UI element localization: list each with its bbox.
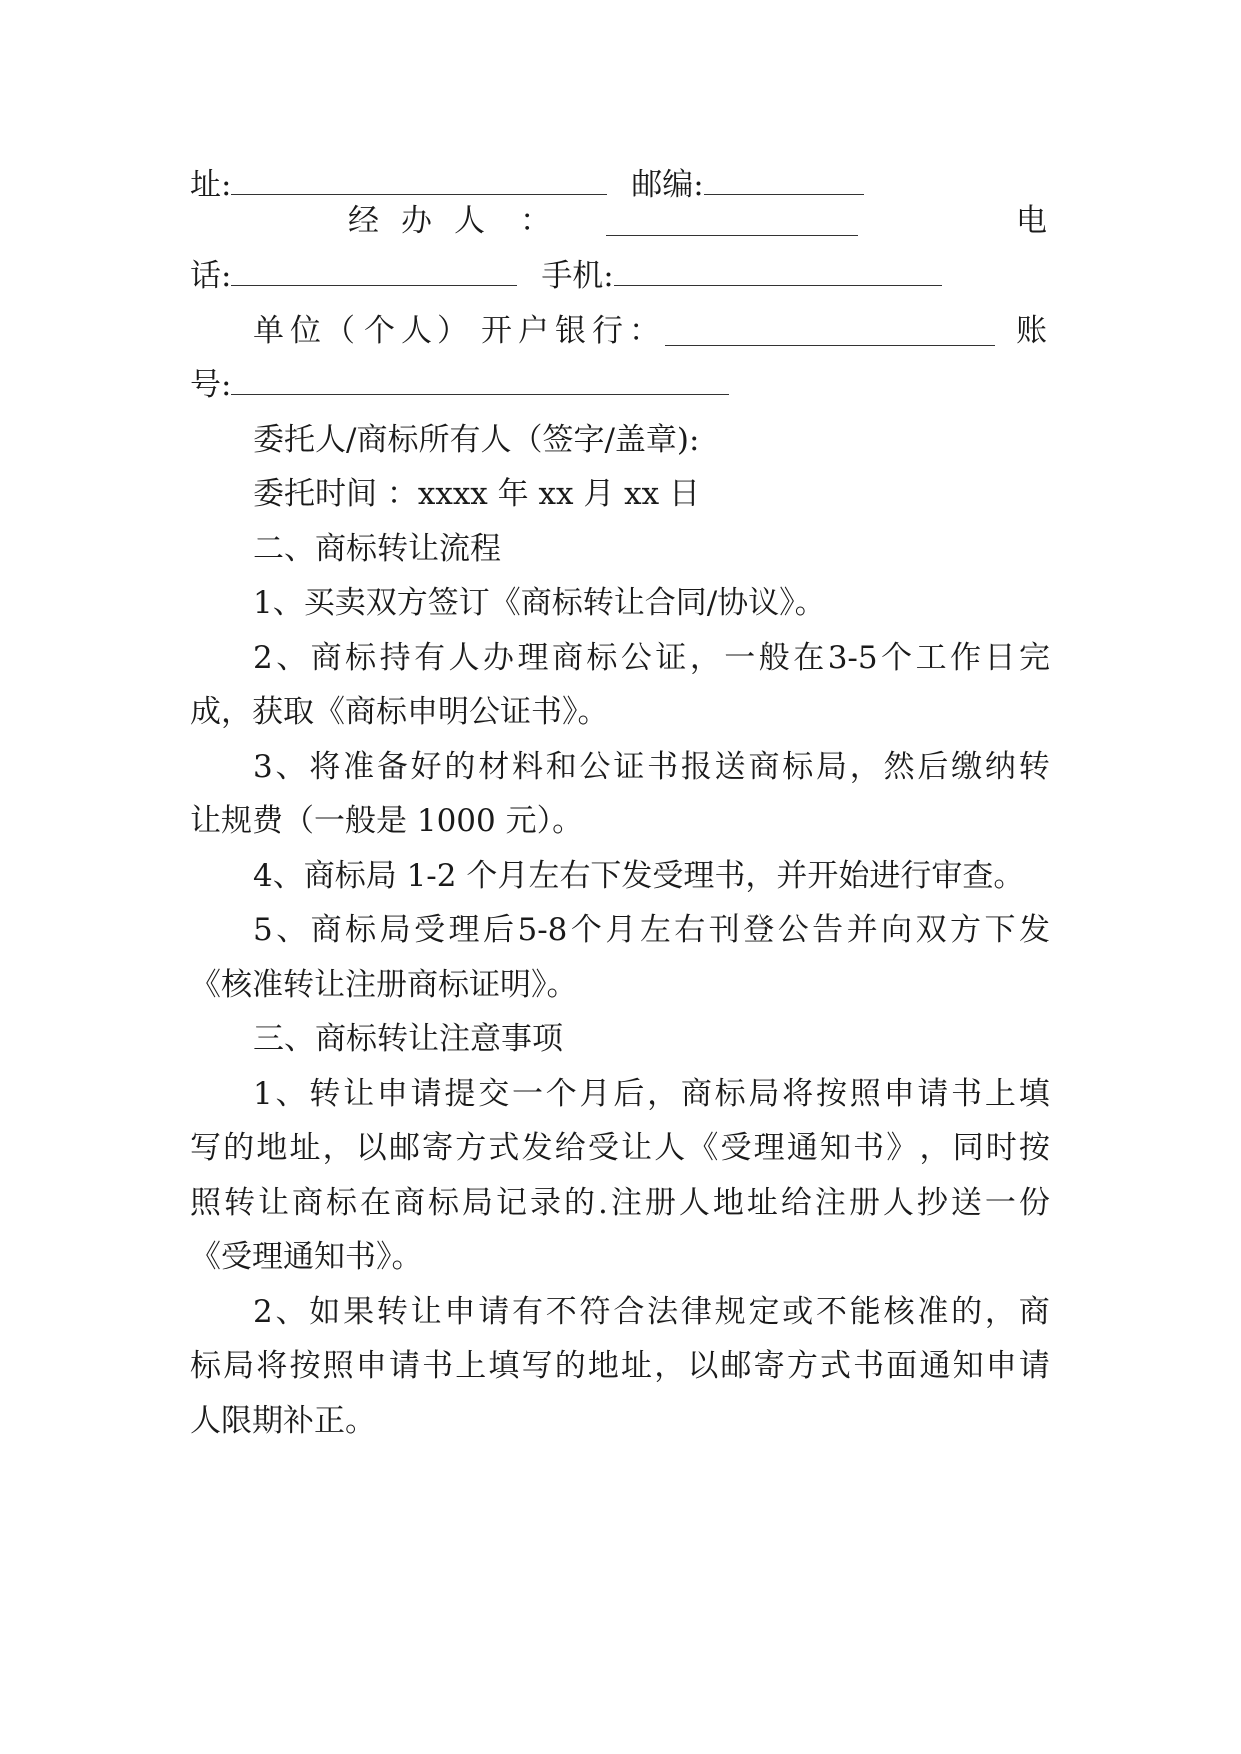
text-char: 申: [376, 1076, 408, 1112]
text-char: 送: [950, 1185, 982, 1221]
text-char: 《: [687, 1130, 719, 1166]
text-char: 或: [782, 1294, 814, 1330]
text-char: 后: [613, 1076, 645, 1112]
text-char: 双: [915, 912, 947, 948]
text-char: 符: [579, 1294, 611, 1330]
text-char: 将: [256, 1348, 288, 1384]
handler-char: 人: [454, 203, 485, 239]
text-char: 证: [613, 749, 645, 785]
text-char: 照: [190, 1185, 221, 1221]
text-char: 给: [554, 1130, 586, 1166]
text-char: 好: [410, 749, 442, 785]
text-char: 给: [780, 1185, 812, 1221]
text-char: 书: [853, 1130, 885, 1166]
text-char: 地: [712, 1185, 744, 1221]
text-char: 合: [613, 1294, 645, 1330]
text-char: 完: [1018, 640, 1050, 676]
text-char: 式: [488, 1130, 520, 1166]
text-char: 以: [355, 1130, 387, 1166]
account-label-part1: 账: [1016, 313, 1047, 349]
text-char: 方: [786, 1348, 818, 1384]
text-char: 公: [777, 912, 809, 948]
text-char: 让: [410, 1294, 442, 1330]
note-1-line4: 《受理通知书》。: [190, 1239, 423, 1275]
text-char: 上: [455, 1348, 487, 1384]
text-char: 标: [428, 1185, 459, 1221]
text-char: 公: [620, 640, 652, 676]
text-char: 果: [343, 1294, 375, 1330]
mobile-label: 手机:: [541, 258, 614, 294]
text-char: 商: [310, 640, 342, 676]
bank-blank[interactable]: [665, 319, 995, 346]
text-char: 地: [256, 1130, 288, 1166]
text-char: ，: [849, 749, 881, 785]
bank-char: 单: [253, 313, 284, 349]
text-char: 月: [605, 912, 637, 948]
text-char: 局: [748, 1076, 780, 1112]
phone-line: [190, 254, 1050, 298]
text-char: 作: [950, 640, 982, 676]
text-char: 的: [223, 1130, 255, 1166]
text-char: 时: [985, 1130, 1017, 1166]
text-char: 请: [1018, 1348, 1050, 1384]
text-char: 理: [448, 912, 480, 948]
text-char: 右: [674, 912, 706, 948]
text-char: 让: [621, 1130, 653, 1166]
text-char: 址: [746, 1185, 778, 1221]
text-char: 律: [680, 1294, 712, 1330]
text-char: 5-8: [517, 912, 568, 948]
signature-line: 委托人/商标所有人（签字/盖章):: [253, 422, 700, 458]
phone-blank[interactable]: [231, 259, 517, 286]
text-char: 填: [488, 1348, 520, 1384]
text-char: 向: [881, 912, 913, 948]
text-char: 注: [610, 1185, 642, 1221]
text-char: 的: [564, 1185, 595, 1221]
text-char: 法: [647, 1294, 679, 1330]
text-char: 册: [848, 1185, 880, 1221]
text-char: 请: [917, 1076, 949, 1112]
text-char: 理: [753, 1130, 785, 1166]
text-char: 按: [1018, 1130, 1050, 1166]
text-char: 填: [1018, 1076, 1050, 1112]
note-1-line2: [190, 1126, 1050, 1170]
mobile-blank[interactable]: [614, 259, 942, 286]
bank-char: ）: [437, 313, 468, 349]
text-char: 3: [253, 749, 273, 785]
text-char: 发: [521, 1130, 553, 1166]
text-char: 办: [483, 640, 515, 676]
note-2-line2: [190, 1344, 1050, 1388]
text-char: 册: [644, 1185, 676, 1221]
text-char: 有: [511, 1294, 543, 1330]
text-char: 转: [1018, 749, 1050, 785]
text-char: 后: [917, 749, 949, 785]
text-char: 理: [517, 640, 549, 676]
text-char: 材: [478, 749, 510, 785]
text-char: 的: [951, 1294, 983, 1330]
text-char: 转: [376, 1294, 408, 1330]
text-char: 邮: [388, 1130, 420, 1166]
text-char: 不: [545, 1294, 577, 1330]
text-char: 商: [680, 1076, 712, 1112]
text-char: 持: [379, 640, 411, 676]
handler-blank[interactable]: [606, 209, 858, 236]
bank-char: 个: [364, 313, 395, 349]
text-char: 请: [478, 1294, 510, 1330]
text-char: 料: [511, 749, 543, 785]
text-char: 日: [984, 640, 1016, 676]
text-char: 申: [985, 1348, 1017, 1384]
text-char: 寄: [422, 1130, 454, 1166]
text-char: 按: [816, 1076, 848, 1112]
text-char: 请: [410, 1076, 442, 1112]
text-char: 邮: [720, 1348, 752, 1384]
text-char: 申: [444, 1294, 476, 1330]
text-char: 面: [886, 1348, 918, 1384]
phone-label-part1: 电: [1016, 203, 1047, 239]
text-char: 方: [950, 912, 982, 948]
bank-char: 户: [518, 313, 549, 349]
phone-label-part2: 话:: [190, 258, 232, 294]
text-char: 、: [275, 749, 307, 785]
handler-char: 办: [401, 203, 432, 239]
process-step-3-line1: [253, 745, 1050, 789]
note-1-line1: [253, 1072, 1050, 1116]
address-label: 址:: [190, 167, 232, 203]
text-char: 一: [984, 1185, 1016, 1221]
text-char: 商: [394, 1185, 425, 1221]
account-blank[interactable]: [231, 368, 729, 395]
text-char: ，: [919, 1130, 951, 1166]
text-char: 证: [655, 640, 687, 676]
postcode-blank[interactable]: [704, 168, 864, 195]
account-label-part2: 号:: [190, 367, 232, 403]
text-char: 份: [1018, 1185, 1050, 1221]
text-char: ，: [322, 1130, 354, 1166]
handler-char: 经: [348, 203, 379, 239]
text-char: 将: [782, 1076, 814, 1112]
text-char: 商: [310, 912, 342, 948]
text-char: 书: [422, 1348, 454, 1384]
text-char: 纳: [984, 749, 1016, 785]
text-char: 让: [258, 1185, 289, 1221]
text-char: 标: [782, 749, 814, 785]
text-char: 提: [444, 1076, 476, 1112]
text-char: 有: [414, 640, 446, 676]
text-char: 人: [882, 1185, 914, 1221]
text-char: 请: [388, 1348, 420, 1384]
text-char: 般: [758, 640, 790, 676]
text-char: 后: [483, 912, 515, 948]
text-char: 个: [545, 1076, 577, 1112]
text-char: 局: [379, 912, 411, 948]
text-char: 一: [511, 1076, 543, 1112]
section-heading-process: 二、商标转让流程: [253, 531, 501, 567]
text-char: 和: [545, 749, 577, 785]
text-char: 发: [1018, 912, 1050, 948]
text-char: 注: [814, 1185, 846, 1221]
text-char: 标: [714, 1076, 746, 1112]
text-char: 局: [462, 1185, 493, 1221]
text-char: 准: [917, 1294, 949, 1330]
process-step-2-line1: [253, 636, 1050, 680]
text-char: 月: [579, 1076, 611, 1112]
text-char: 商: [292, 1185, 323, 1221]
text-char: 的: [444, 749, 476, 785]
text-char: 人: [448, 640, 480, 676]
text-char: 申: [883, 1076, 915, 1112]
text-char: 、: [275, 1076, 307, 1112]
text-char: 规: [714, 1294, 746, 1330]
text-char: 局: [816, 749, 848, 785]
text-char: 址: [621, 1348, 653, 1384]
text-char: 标: [586, 640, 618, 676]
text-char: ，: [689, 640, 721, 676]
text-char: 送: [714, 749, 746, 785]
text-char: 、: [276, 640, 308, 676]
text-char: 申: [355, 1348, 387, 1384]
text-char: 5: [253, 912, 273, 948]
text-char: 个: [570, 912, 602, 948]
address-blank[interactable]: [231, 168, 607, 195]
text-char: 书: [647, 749, 679, 785]
text-char: 写: [521, 1348, 553, 1384]
text-char: 寄: [753, 1348, 785, 1384]
bank-char: ：: [629, 313, 660, 349]
text-char: 在: [793, 640, 825, 676]
bank-char: 开: [481, 313, 512, 349]
text-char: 工: [915, 640, 947, 676]
process-step-5-line1: [253, 908, 1050, 952]
text-char: 受: [414, 912, 446, 948]
text-char: 然: [883, 749, 915, 785]
text-char: 公: [579, 749, 611, 785]
text-char: 2: [253, 1294, 273, 1330]
text-char: 在: [360, 1185, 391, 1221]
text-char: 的: [554, 1348, 586, 1384]
text-char: 备: [376, 749, 408, 785]
text-char: 能: [849, 1294, 881, 1330]
note-1-line3: [190, 1181, 1050, 1225]
text-char: 、: [276, 912, 308, 948]
text-char: 受: [587, 1130, 619, 1166]
text-char: 抄: [916, 1185, 948, 1221]
bank-char: 人: [401, 313, 432, 349]
text-char: 并: [846, 912, 878, 948]
text-char: 知: [819, 1130, 851, 1166]
text-char: 书: [951, 1076, 983, 1112]
process-step-1: 1、买卖双方签订《商标转让合同/协议》。: [253, 585, 826, 621]
text-char: 2: [253, 640, 273, 676]
text-char: 左: [639, 912, 671, 948]
text-char: 通: [786, 1130, 818, 1166]
process-step-5-line2: 《核准转让注册商标证明》。: [190, 967, 578, 1003]
text-char: 准: [343, 749, 375, 785]
text-char: 商: [1018, 1294, 1050, 1330]
text-char: 以: [687, 1348, 719, 1384]
text-char: 3-5: [827, 640, 878, 676]
text-char: 刊: [708, 912, 740, 948]
text-char: 同: [952, 1130, 984, 1166]
text-char: 核: [883, 1294, 915, 1330]
note-2-line1: [253, 1290, 1050, 1334]
text-char: 1: [253, 1076, 273, 1112]
date-line: 委托时间 ：xxxx 年 xx 月 xx 日: [253, 476, 700, 512]
text-char: ，: [654, 1348, 686, 1384]
text-char: 录: [530, 1185, 561, 1221]
text-char: 式: [819, 1348, 851, 1384]
bank-char: 银: [555, 313, 586, 349]
text-char: 写: [190, 1130, 221, 1166]
text-char: 照: [322, 1348, 354, 1384]
handler-colon: ：: [520, 203, 551, 239]
text-char: 书: [853, 1348, 885, 1384]
text-char: 知: [952, 1348, 984, 1384]
text-char: 下: [984, 912, 1016, 948]
text-char: 报: [680, 749, 712, 785]
text-char: 标: [345, 640, 377, 676]
bank-char: 行: [592, 313, 623, 349]
text-char: 将: [309, 749, 341, 785]
text-char: 商: [748, 749, 780, 785]
text-char: 缴: [951, 749, 983, 785]
text-char: 上: [984, 1076, 1016, 1112]
text-char: ，: [647, 1076, 679, 1112]
address-line: [190, 163, 1050, 207]
text-char: 方: [455, 1130, 487, 1166]
text-char: 人: [678, 1185, 710, 1221]
text-char: 不: [816, 1294, 848, 1330]
text-char: 、: [275, 1294, 307, 1330]
account-line: [190, 363, 1050, 407]
text-char: .: [598, 1185, 608, 1221]
text-char: 址: [289, 1130, 321, 1166]
text-char: 商: [551, 640, 583, 676]
text-char: 通: [919, 1348, 951, 1384]
text-char: 记: [496, 1185, 527, 1221]
text-char: 标: [326, 1185, 357, 1221]
text-char: 标: [345, 912, 377, 948]
bank-char: 位: [290, 313, 321, 349]
note-2-line3: 人限期补正。: [190, 1403, 376, 1439]
text-char: 按: [289, 1348, 321, 1384]
text-char: 地: [587, 1348, 619, 1384]
process-step-2-line2: 成，获取《商标申明公证书》。: [190, 694, 609, 730]
text-char: 照: [849, 1076, 881, 1112]
text-char: 登: [743, 912, 775, 948]
bank-char: （: [324, 313, 355, 349]
text-char: 个: [881, 640, 913, 676]
text-char: ，: [984, 1294, 1016, 1330]
section-heading-notes: 三、商标转让注意事项: [253, 1021, 563, 1057]
text-char: 标: [190, 1348, 221, 1384]
text-char: 转: [224, 1185, 255, 1221]
text-char: 人: [654, 1130, 686, 1166]
text-char: 转: [309, 1076, 341, 1112]
text-char: 一: [724, 640, 756, 676]
text-char: 交: [478, 1076, 510, 1112]
text-char: 受: [720, 1130, 752, 1166]
postcode-label: 邮编:: [631, 167, 704, 203]
text-char: 如: [309, 1294, 341, 1330]
process-step-4: 4、商标局 1-2 个月左右下发受理书，并开始进行审查。: [253, 858, 1025, 894]
process-step-3-line2: 让规费（一般是 1000 元）。: [190, 803, 584, 839]
text-char: 让: [343, 1076, 375, 1112]
text-char: 定: [748, 1294, 780, 1330]
text-char: 告: [812, 912, 844, 948]
text-char: 局: [223, 1348, 255, 1384]
text-char: 》: [886, 1130, 918, 1166]
